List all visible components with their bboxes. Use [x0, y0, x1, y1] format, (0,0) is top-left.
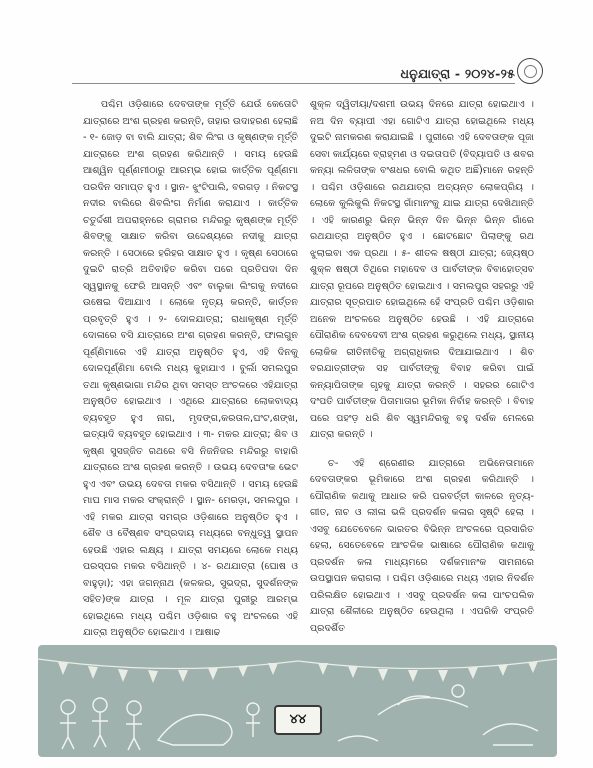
left-column — [83, 97, 298, 642]
paragraph: ଶୁକ୍ଳ ଦ୍ୱିତୀୟା/ଦଶମୀ ଉଭୟ ଦିନରେ ଯାତ୍ରା ହୋଇଥାଏ । ନଅ ଦିନ ବ୍ୟାପୀ ଏହା ଗୋଟିଏ ଯାତ୍ରା ହୋଇଥିଲେ ମଧ୍ୟ ଦୁଇଟି ନାମକରଣ କରାଯାଇଛି । ପୁରୀରେ ଏହି ଦେବତାଙ୍କ ପୂଜା ସେବା କାର୍ଯ୍ୟରେ ବ୍ରାହ୍ମଣ ଓ ଦଇତାପତି (ବିଦ୍ୟାପତି ଓ ଶବର କନ୍ୟା ଲଳିତାଙ୍କ ବଂଶଧର ବୋଲି କଥିତ ଅଛିଁ)ମାନେ ରହନ୍ତି । ପଶ୍ଚିମ ଓଡ଼ିଶାରେ ରଥଯାତ୍ରା ଅତ୍ୟନ୍ତ ଲୋକପ୍ରିୟ । ଲୋକେ କୁଲିକୁଲି ନିକଟସ୍ଥ ଗାଁମାନଂକୁ ଯାଇ ଯାତ୍ରା ଦେଖିଥାନ୍ତି । ଏହି କାରଣରୁ ଭିନ୍ନ ଭିନ୍ନ ଦିନ ଭିନ୍ନ ଭିନ୍ନ ଗାଁରେ ରଥଯାତ୍ରା ଅନୁଷ୍ଠିତ ହୁଏ । ଛୋଟଛୋଟ ପିଲାଙ୍କୁ ରଥ ଝୁଲାଇବା ଏକ ପ୍ରଥା । ୫- ଶୀତଳ ଷଷ୍ଠୀ ଯାତ୍ରା; ଜ୍ୟେଷ୍ଠ ଶୁକ୍ଳ ଷଷ୍ଠୀ ତିଥିରେ ମହାଦେବ ଓ ପାର୍ବତୀଙ୍କ ବିବାହୋତ୍ସବ ଯାତ୍ରା ରୂପରେ ଅନୁଷ୍ଠିତ ହୋଇଥାଏ । ସମଲପୁର ସହରରୁ ଏହି ଯାତ୍ରାର ସୂତ୍ରପାତ ହୋଇଥିଲେ ହେଁ ସଂପ୍ରତି ପଶ୍ଚିମ ଓଡ଼ିଶାର ଅନେକ ଅଂଚଳରେ ଅନୁଷ୍ଠିତ ହେଉଛି । ଏହି ଯାତ୍ରାରେ ପୌରାଣିକ ଦେବଦେବୀ ଅଂଶ ଗ୍ରହଣ କରୁଥିଲେ ମଧ୍ୟ, ସ୍ଥାନୀୟ ଲୋକିକ ରୀତିନୀତିକୁ ଅଗ୍ରାଧିକାର ଦିଆଯାଇଥାଏ । ଶିବ ବରଯାତ୍ରୀଙ୍କ ସହ ପାର୍ବତୀଙ୍କୁ ବିବାହ କରିବା ପାଇଁ କନ୍ୟାପିତାଙ୍କ ଗୃହକୁ ଯାତ୍ରା କରନ୍ତି । ସହରର ଗୋଟିଏ ଦଂପତି ପାର୍ବତୀଙ୍କ ପିତାମାତାର ଭୂମିକା ନିର୍ବାହ କରନ୍ତି । ବିବାହ ପରେ ପହଂଡ଼ ଧରି ଶିବ ସ୍ୱମନ୍ଦିରକୁ ବହୁ ଦର୍ଶକ ମେଳରେ ଯାତ୍ରା କରନ୍ତି । — [310, 99, 534, 440]
right-column — [310, 97, 534, 637]
header-rule — [72, 83, 515, 84]
page-header — [0, 62, 593, 90]
paragraph: ପଶ୍ଚିମ ଓଡ଼ିଶାରେ ଦେବତାଙ୍କ ମୂର୍ତ୍ତି ଯେଉଁ କେତୋଟି ଯାତ୍ରାରେ ଅଂଶ ଗ୍ରହଣ କରନ୍ତି, ତାହାର ଉଦାହରଣ ହେଲାଛି - ୧- ଜୋଡ଼ ବା ବାଲି ଯାତ୍ରା; ଶିବ ଲିଂଗ ଓ କୃଷ୍ଣଙ୍କ ମୂର୍ତ୍ତି ଯାତ୍ରାରେ ଅଂଶ ଗ୍ରହଣ କରିଥାନ୍ତି । ସମୟ ହେଉଛି ଆଶ୍ୱିନ ପୂର୍ଣ୍ଣମୀଠାରୁ ଆରମ୍ଭ ହୋଇ କାର୍ତ୍ତିକ ପୂର୍ଣ୍ଣମା ପରଦିନ ସମାପ୍ତ ହୁଏ । ସ୍ଥାନ- ଝୁଂଟିପାଲି, ବରଗଡ଼ । ନିକଟସ୍ଥ ନଦୀର ବାଲିରେ ଶିବଲିଂଗ ନିର୍ମାଣ କରାଯାଏ । କାର୍ତ୍ତିକ ଚତୁର୍ଦ୍ଦଶୀ ଅପରାହ୍ନରେ ଗ୍ରାମର ମନ୍ଦିରରୁ କୃଷ୍ଣଙ୍କ ମୂର୍ତ୍ତି ଶିବଙ୍କୁ ସାକ୍ଷାତ କରିବା ଉଦ୍ଦେଶ୍ୟରେ ନଦୀକୁ ଯାତ୍ରା କରନ୍ତି । ସେଠାରେ ହରିହର ସାକ୍ଷାତ ହୁଏ । କୃଷ୍ଣ ସେଠାରେ ଦୁଇଟି ରାତ୍ରି ଅତିବାହିତ କରିବା ପରେ ପ୍ରତିପଦା ଦିନ ସ୍ୱସ୍ଥାନକୁ ଫେରି ଆସନ୍ତି ଏବଂ ବାଲୁକା ଲିଂଗକୁ ନଦୀରେ ଉଷେଇ ଦିଆଯାଏ । ଲୋକେ ନୃତ୍ୟ କରନ୍ତି, କାର୍ତ୍ତନ ପ୍ରବୃତ୍ତି ହୁଏ । ୨- ଦୋଳଯାତ୍ରା; ରାଧାକୃଷ୍ଣ ମୂର୍ତ୍ତି ଦୋଳାରେ ବସି ଯାତ୍ରାରେ ଅଂଶ ଗ୍ରହଣ କରନ୍ତି, ଫାଲଗୁନ ପୂର୍ଣ୍ଣିମାରେ ଏହି ଯାତ୍ରା ଅନୁଷ୍ଠିତ ହୁଏ, ଏହି ଦିନକୁ ଦୋଳପୂର୍ଣ୍ଣିମା ବୋଲି ମଧ୍ୟ କୁହାଯାଏ । ବୁର୍ଲା ସମଲପୁର ତଥା କୃଷ୍ଣଭାଗା ମନ୍ଦିର ଥିବା ସମସ୍ତ ଅଂଚଳରେ ଏହିଯାତ୍ରା ଅନୁଷ୍ଠିତ ହୋଇଥାଏ । ଏଥିରେ ଯାତ୍ରାରେ ଲୋକବାଦ୍ୟ ବ୍ୟବହୃତ ହୁଏ ନାଗ, ମୃଦଙ୍ଗ,କରତାଳ,ଘଂଟ,ଶଙ୍ଖ, ଇତ୍ୟାଦି ବ୍ୟବହୃତ ହୋଇଥାଏ । ୩- ମକର ଯାତ୍ରା; ଶିବ ଓ କୃଷ୍ଣ ସୁସଜ୍ଜିତ ରଥରେ ବସି ନିଜନିଜର ମନ୍ଦିରରୁ ବାହାରି ଯାତ୍ରାରେ ଅଂଶ ଗ୍ରହଣ କରନ୍ତି । ଉଭୟ ଦେବତାଂକ ଭେଟ ହୁଏ ଏବଂ ଉଭୟ ଦେବତା ମକର ବସିଥାନ୍ତି । ସମୟ ହେଉଛି ମାଘ ମାସ ମକର ସଂକ୍ରାନ୍ତି । ସ୍ଥାନ- ମେରଡ଼ା, ସମଲପୁର । ଏହି ମକର ଯାତ୍ରା ସମଗ୍ର ଓଡ଼ିଶାରେ ଅନୁଷ୍ଠିତ ହୁଏ । ଶୈବ ଓ ବୈଷ୍ଣବ ସଂପ୍ରଦାୟ ମଧ୍ୟରେ ବନ୍ଧୁତ୍ୱ ସ୍ଥାପନ ହେଉଛି ଏହାର ଲକ୍ଷ୍ୟ । ଯାତ୍ରା ସମୟରେ ଲୋକେ ମଧ୍ୟ ପରସ୍ପର ମକର ବସିଥାନ୍ତି । ୪- ରଥଯାତ୍ରା (ଘୋଷ ଓ ବାହୁଡ଼ା); ଏହା ଜଗନ୍ନାଥ (କଳକର, ସୁଭଦ୍ରା, ସୁଦର୍ଶନଙ୍କ ସହିତ)ଙ୍କ ଯାତ୍ରା । ମୂଳ ଯାତ୍ରା ପୁରୀରୁ ଆରମ୍ଭ ହୋଇଥିଲେ ମଧ୍ୟ ପଶ୍ଚିମ ଓଡ଼ିଶାର ବହୁ ଅଂଚଳରେ ଏହି ଯାତ୍ରା ଅନୁଷ୍ଠିତ ହୋଇଥାଏ । ଆଷାଢ — [83, 99, 298, 638]
running-title: ଧନୁଯାତ୍ରା - ୨୦୨୪-୨୫ — [400, 66, 515, 81]
folk-figures-illustration — [38, 645, 557, 757]
paragraph: ଚ- ଏହି ଶ୍ରେଣୀର ଯାତ୍ରାରେ ଅଭିନେତାମାନେ ଦେବତାଙ୍କର ଭୂମିକାରେ ଅଂଶ ଗ୍ରହଣ କରିଥାନ୍ତି । ପୌରାଣିକ କଥାକୁ ଆଧାର କରି ପରବର୍ତ୍ତୀ କାଳରେ ନୃତ୍ୟ-ଗୀତ, ନାଚ ଓ ଲୀଳା ଭଳି ପ୍ରଦର୍ଶନ କଳାର ସୃଷ୍ଟି ହେଲା । ଏସବୁ ଯେତେବେଳେ ଭାରତର ବିଭିନ୍ନ ଅଂଚଳରେ ପ୍ରସାରିତ ହେଲା, ସେତେବେଳେ ଆଂଚଳିକ ଭାଷାରେ ପୌରାଣିକ କଥାକୁ ପ୍ରଦର୍ଶନ କଳା ମାଧ୍ୟମରେ ଦର୍ଶକମାନଂକ ସାମନାରେ ଉପସ୍ଥାପନ କରାଗଲା । ପଶ୍ଚିମ ଓଡ଼ିଶାରେ ମଧ୍ୟ ଏହାର ନିଦର୍ଶନ ପରିଲକ୍ଷିତ ହୋଇଥାଏ । ଏସବୁ ପ୍ରଦର୍ଶନ କଳା ପାଂଚପଲିକ ଯାତ୍ରା ଶୈଳୀରେ ଅନୁଷ୍ଠିତ ହେଉଥିଲା । ଏପରିକି ସଂପ୍ରତି ପ୍ରଦର୍ଶିତ — [310, 457, 534, 634]
emblem-icon — [517, 58, 543, 84]
decorative-footer-band — [38, 645, 557, 757]
page-number: ୪୪ — [274, 705, 322, 735]
